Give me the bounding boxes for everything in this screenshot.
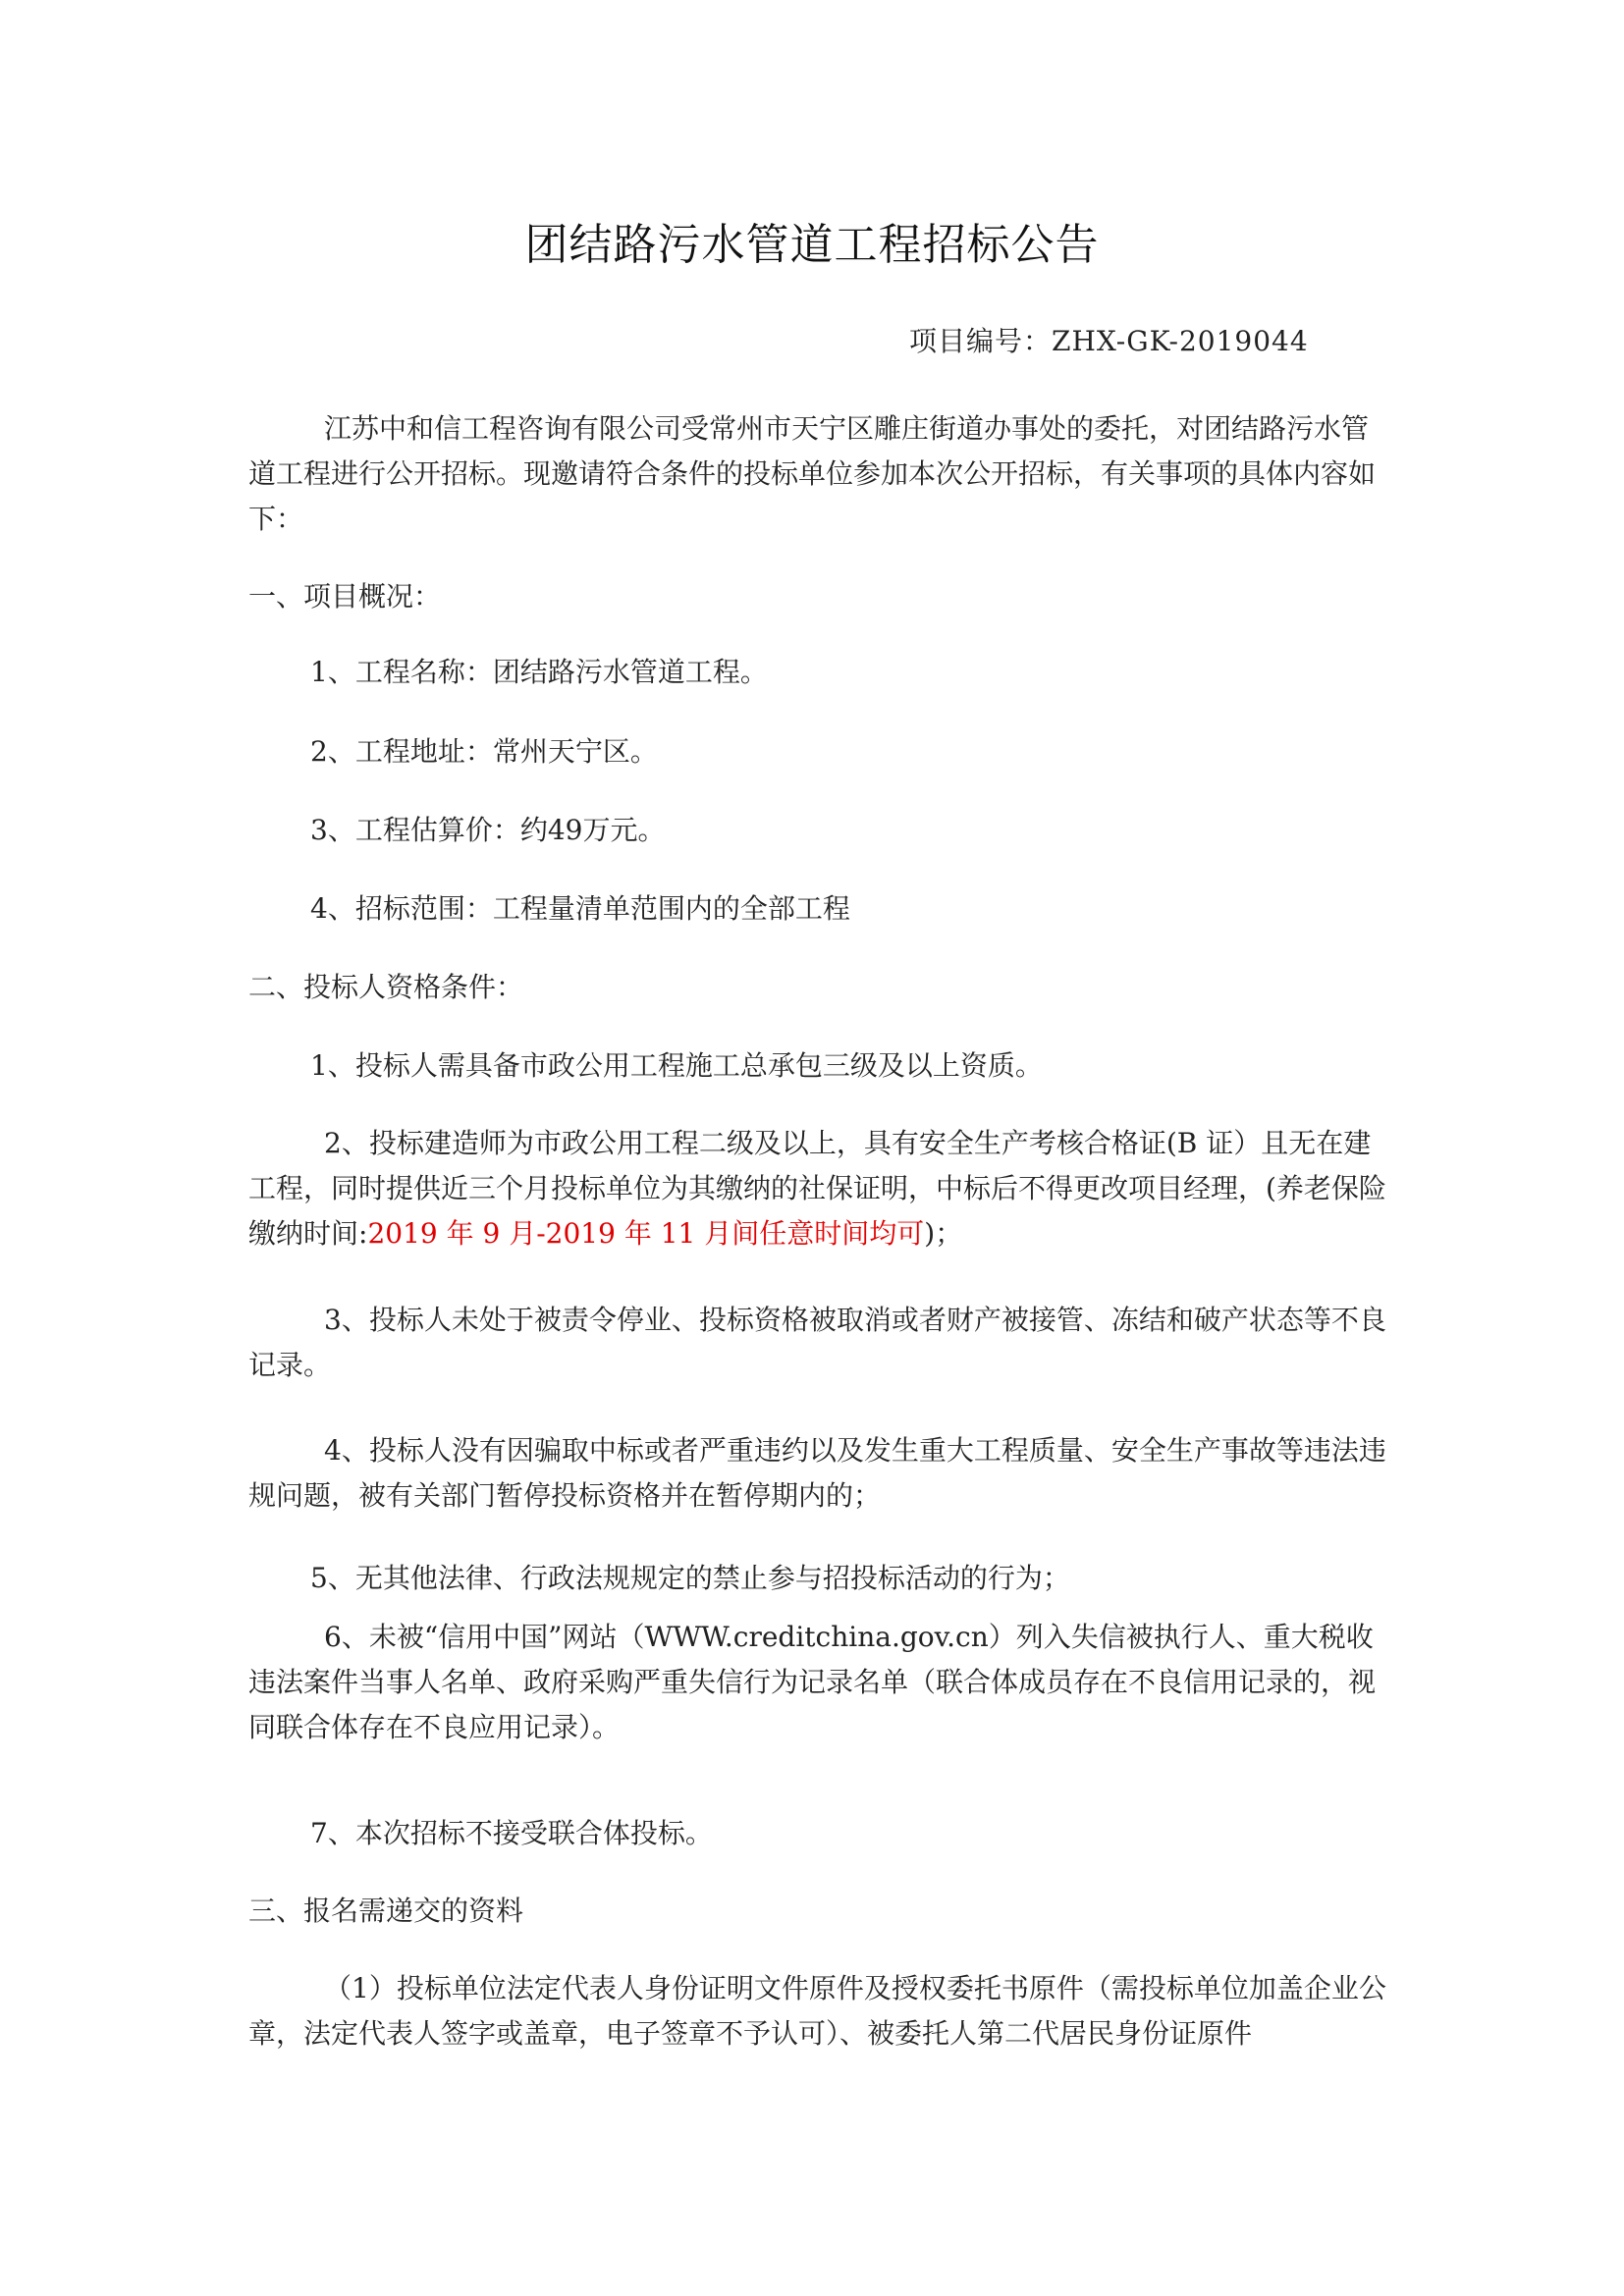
qualification-item-2-end: )；: [924, 1217, 963, 1250]
project-number: 项目编号：ZHX-GK-2019044: [909, 325, 1309, 357]
section-heading-documents: 三、报名需递交的资料: [248, 1895, 524, 1927]
section-heading-overview: 一、项目概况：: [248, 580, 442, 613]
qualification-item: 3、投标人未处于被责令停业、投标资格被取消或者财产被接管、冻结和破产状态等不良记录。: [248, 1304, 1386, 1381]
qualification-item: 5、无其他法律、行政法规规定的禁止参与招投标活动的行为；: [310, 1562, 1070, 1594]
qualification-item: 6、未被“信用中国”网站（WWW.creditchina.gov.cn）列入失信被执行人、重大税收违法案件当事人名单、政府采购严重失信行为记录名单（联合体成员存在不良信用记录的，视同联合体存在不良应用记录）。: [248, 1621, 1377, 1743]
qualification-item: 7、本次招标不接受联合体投标。: [310, 1817, 713, 1849]
qualification-item: 4、投标人没有因骗取中标或者严重违约以及发生重大工程质量、安全生产事故等违法违规问题，被有关部门暂停投标资格并在暂停期内的；: [248, 1434, 1386, 1512]
qualification-item-2-text: 2、投标建造师为市政公用工程二级及以上，具有安全生产考核合格证(B 证）且无在建工程，同时提供近三个月投标单位为其缴纳的社保证明，中标后不得更改项目经理，(养老保险缴纳时间:: [248, 1127, 1386, 1250]
page-title: 团结路污水管道工程招标公告: [524, 220, 1100, 270]
overview-item: 1、工程名称：团结路污水管道工程。: [310, 656, 768, 688]
intro-paragraph: 江苏中和信工程咨询有限公司受常州市天宁区雕庄街道办事处的委托，对团结路污水管道工程进行公开招标。现邀请符合条件的投标单位参加本次公开招标，有关事项的具体内容如下：: [248, 412, 1377, 535]
pension-period-highlight: 2019 年 9 月-2019 年 11 月间任意时间均可: [367, 1217, 925, 1250]
overview-item: 3、工程估算价：约49万元。: [310, 814, 666, 846]
section-heading-qualifications: 二、投标人资格条件：: [248, 971, 524, 1003]
qualification-item-2: [248, 1121, 1387, 1256]
overview-item: 4、招标范围：工程量清单范围内的全部工程: [310, 892, 850, 925]
overview-item: 2、工程地址：常州天宁区。: [310, 735, 658, 768]
documents-item: （1）投标单位法定代表人身份证明文件原件及授权委托书原件（需投标单位加盖企业公章，法定代表人签字或盖章，电子签章不予认可）、被委托人第二代居民身份证原件: [248, 1972, 1386, 2050]
qualification-item: 1、投标人需具备市政公用工程施工总承包三级及以上资质。: [310, 1049, 1043, 1082]
